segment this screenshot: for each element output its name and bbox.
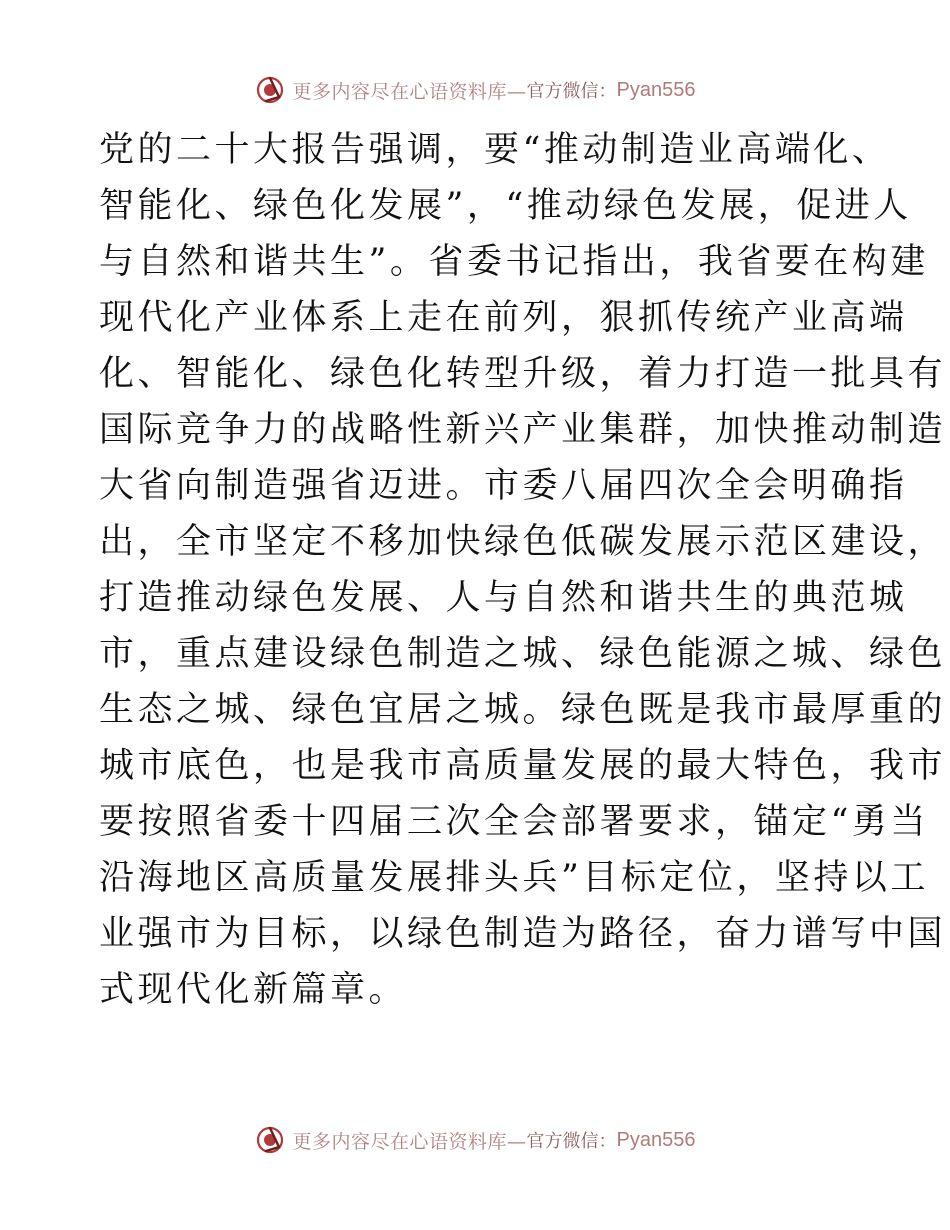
paragraph-line: 业强市为目标，以绿色制造为路径，奋力谱写中国	[99, 914, 947, 954]
banner-wechat-id: Pyan556	[616, 1128, 696, 1151]
paragraph-line: 打造推动绿色发展、人与自然和谐共生的典范城	[99, 578, 908, 618]
header-banner	[0, 70, 950, 110]
paragraph-line: 沿海地区高质量发展排头兵”目标定位，坚持以工	[99, 858, 929, 898]
paragraph-line: 市，重点建设绿色制造之城、绿色能源之城、绿色	[99, 634, 947, 674]
paragraph-line: 现代化产业体系上走在前列，狠抓传统产业高端	[99, 298, 908, 338]
paragraph-line: 智能化、绿色化发展”，“推动绿色发展，促进人	[99, 186, 912, 226]
paragraph-line: 化、智能化、绿色化转型升级，着力打造一批具有	[99, 354, 947, 394]
paragraph-line: 国际竞争力的战略性新兴产业集群，加快推动制造	[99, 410, 947, 450]
banner-wechat-label: 官方微信：	[526, 81, 617, 102]
banner-wechat-label: 官方微信：	[526, 1131, 617, 1152]
paragraph-line: 城市底色，也是我市高质量发展的最大特色，我市	[99, 746, 947, 786]
banner-wechat-id: Pyan556	[616, 78, 696, 101]
paragraph-line: 党的二十大报告强调，要“推动制造业高端化、	[99, 130, 891, 170]
footer-banner	[0, 1120, 950, 1160]
logo-icon	[255, 75, 285, 105]
banner-promo-text: 更多内容尽在心语资料库—	[292, 1130, 527, 1153]
body-paragraph	[99, 122, 947, 1018]
paragraph-line: 出，全市坚定不移加快绿色低碳发展示范区建设，	[99, 522, 947, 562]
logo-icon	[255, 1125, 285, 1155]
paragraph-line: 大省向制造强省迈进。市委八届四次全会明确指	[99, 466, 908, 506]
paragraph-line: 与自然和谐共生”。省委书记指出，我省要在构建	[99, 242, 929, 282]
paragraph-line: 式现代化新篇章。	[99, 970, 408, 1010]
paragraph-line: 生态之城、绿色宜居之城。绿色既是我市最厚重的	[99, 690, 947, 730]
banner-promo-text: 更多内容尽在心语资料库—	[292, 80, 527, 103]
paragraph-line: 要按照省委十四届三次全会部署要求，锚定“勇当	[99, 802, 929, 842]
